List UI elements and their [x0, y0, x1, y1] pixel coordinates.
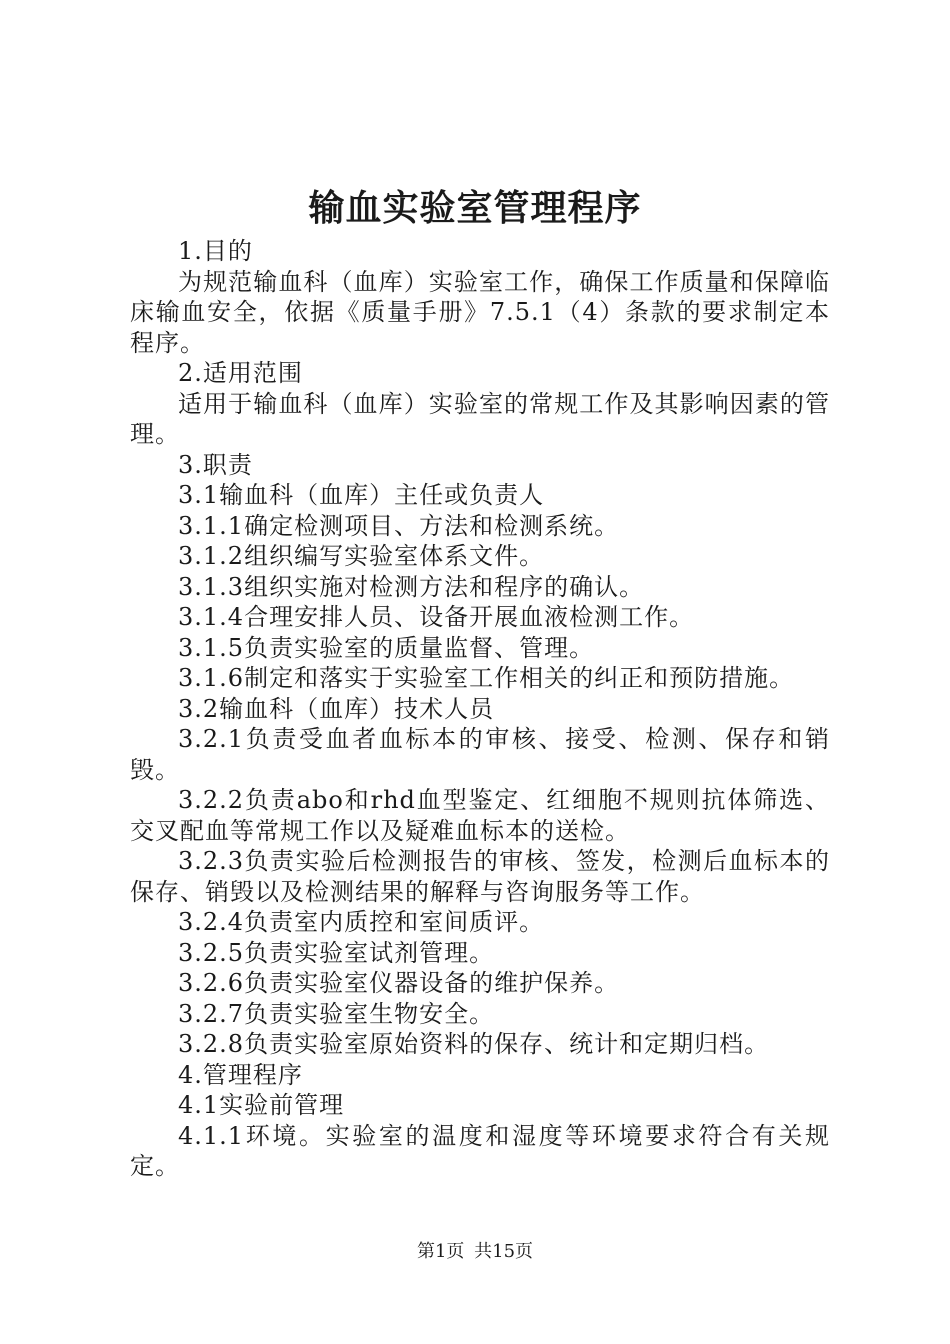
list-item: 3.1.1确定检测项目、方法和检测系统。: [178, 511, 620, 540]
list-item: 3.1.4合理安排人员、设备开展血液检测工作。: [178, 603, 695, 631]
subsection-pre-analytical: 4.1实验前管理: [178, 1091, 345, 1119]
list-item: 3.2.4负责室内质控和室间质评。: [178, 908, 545, 936]
list-item: 3.1.3组织实施对检测方法和程序的确认。: [178, 572, 645, 601]
subsection-director: 3.1输血科（血库）主任或负责人: [178, 481, 545, 509]
page-footer: [0, 1240, 950, 1264]
paragraph-purpose: 为规范输血科（血库）实验室工作，确保工作质量和保障临床输血安全，依据《质量手册》7.5.1（4）条款的要求制定本程序。: [130, 267, 830, 357]
list-item: 3.2.3负责实验后检测报告的审核、签发，检测后血标本的保存、销毁以及检测结果的解释与咨询服务等工作。: [130, 847, 830, 906]
list-item: 3.2.6负责实验室仪器设备的维护保养。: [178, 969, 620, 997]
list-item: 3.1.2组织编写实验室体系文件。: [178, 542, 545, 570]
list-item: 3.1.5负责实验室的质量监督、管理。: [178, 633, 595, 662]
section-heading-procedure: 4.管理程序: [178, 1060, 303, 1089]
section-heading-scope: 2.适用范围: [178, 359, 303, 387]
list-item: 3.2.7负责实验室生物安全。: [178, 999, 495, 1028]
subsection-technicians: 3.2输血科（血库）技术人员: [178, 694, 495, 723]
list-item: 3.2.1负责受血者血标本的审核、接受、检测、保存和销毁。: [130, 725, 830, 784]
section-heading-duties: 3.职责: [178, 450, 253, 479]
list-item: 3.2.5负责实验室试剂管理。: [178, 938, 495, 967]
list-item: 3.2.2负责abo和rhd血型鉴定、红细胞不规则抗体筛选、交叉配血等常规工作以及疑难血标本的送检。: [130, 786, 830, 845]
page-number: 第1页: [416, 1241, 465, 1262]
section-heading-purpose: 1.目的: [178, 237, 253, 265]
list-item: 3.2.8负责实验室原始资料的保存、统计和定期归档。: [178, 1030, 770, 1058]
document-title: 输血实验室管理程序: [308, 187, 642, 229]
paragraph-scope: 适用于输血科（血库）实验室的常规工作及其影响因素的管理。: [130, 389, 830, 448]
list-item: 4.1.1环境。实验室的温度和湿度等环境要求符合有关规定。: [130, 1121, 830, 1180]
document-body: [130, 236, 830, 1182]
list-item: 3.1.6制定和落实于实验室工作相关的纠正和预防措施。: [178, 664, 795, 692]
page-total: 共15页: [474, 1241, 534, 1262]
